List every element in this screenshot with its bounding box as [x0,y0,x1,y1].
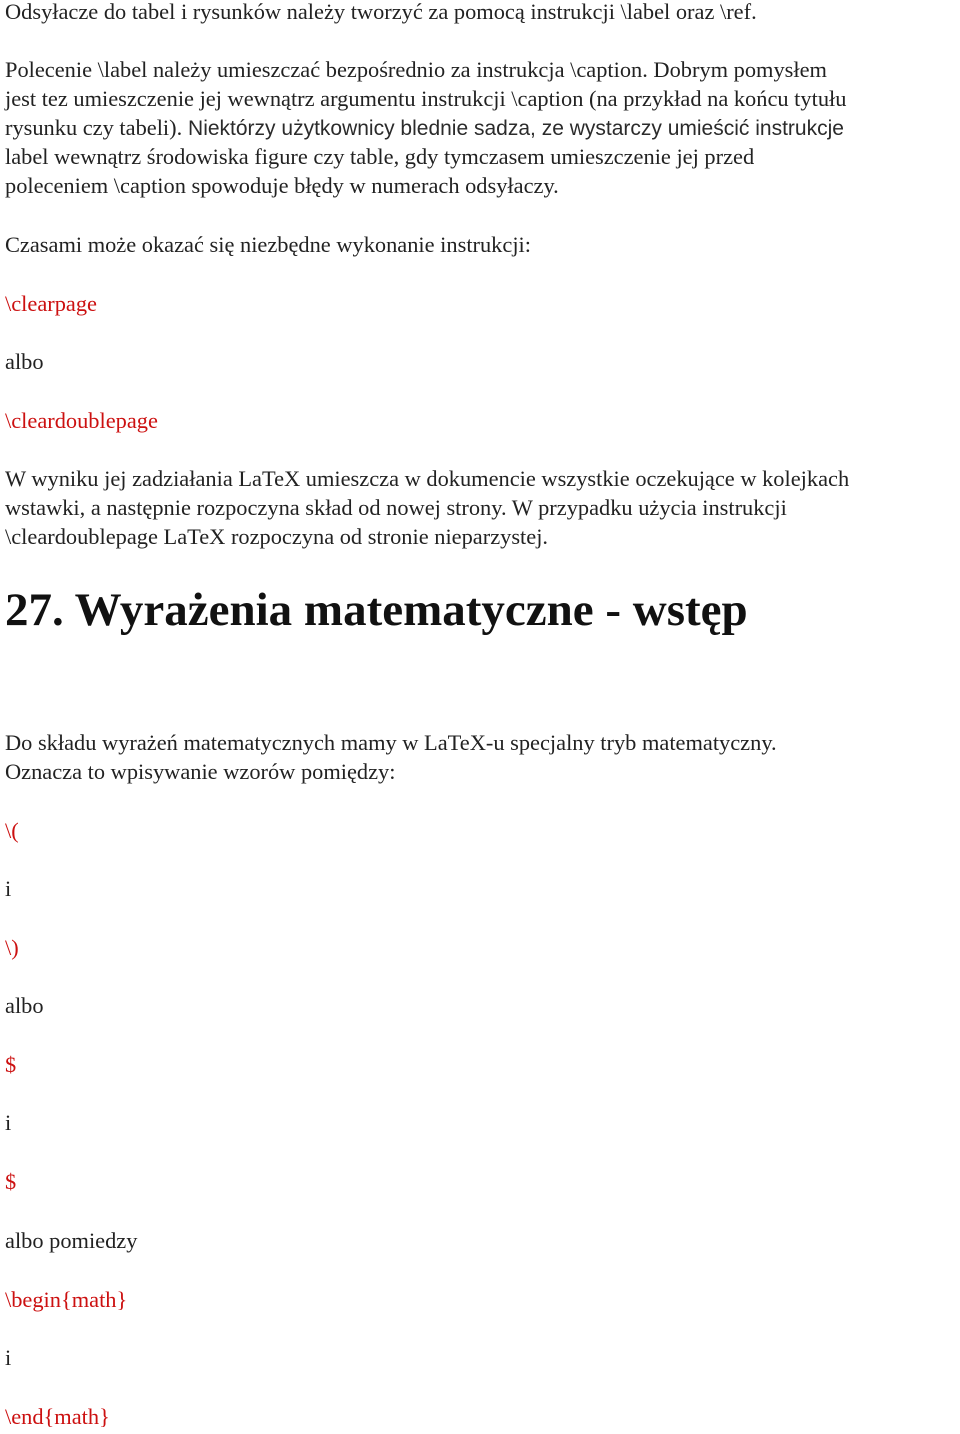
para4-line3: \cleardoublepage LaTeX rozpoczyna od stronie nieparzystej. [5,524,549,549]
cmd-dollar-2: $ [5,1169,17,1194]
section-heading: 27. Wyrażenia matematyczne - wstęp [5,584,748,636]
cmd-math-open-paren: \( [5,818,19,843]
para2-line1: Polecenie \label należy umieszczać bezpośrednio za instrukcja \caption. Dobrym pomysłem [5,57,827,82]
para3-line1: Czasami może okazać się niezbędne wykonanie instrukcji: [5,232,531,257]
cmd-math-close-paren: \) [5,935,19,960]
cmd-dollar-1: $ [5,1052,17,1077]
para2-line3-sans: Niektórzy użytkownicy blednie sadza, ze wystarczy umieścić instrukcje [182,117,844,140]
cmd-end-math: \end{math} [5,1404,110,1429]
albo-pomiedzy-text: albo pomiedzy [5,1228,138,1253]
albo-text-2: albo [5,993,44,1018]
cmd-clearpage: \clearpage [5,291,97,316]
i-text-2: i [5,1110,12,1135]
para2-line2: jest tez umieszczenie jej wewnątrz argumentu instrukcji \caption (na przykład na końcu tytułu [5,86,847,111]
para2-line5: poleceniem \caption spowoduje błędy w numerach odsyłaczy. [5,173,559,198]
cmd-begin-math: \begin{math} [5,1287,128,1312]
para2-line3-serif: rysunku czy tabeli). [5,115,183,140]
para5-line2: Oznacza to wpisywanie wzorów pomiędzy: [5,759,396,784]
para2-line3 [5,113,844,143]
para4-line2: wstawki, a następnie rozpoczyna skład od nowej strony. W przypadku użycia instrukcji [5,495,787,520]
para4-line1: W wyniku jej zadziałania LaTeX umieszcza w dokumencie wszystkie oczekujące w kolejkach [5,466,850,491]
para5-line1: Do składu wyrażeń matematycznych mamy w LaTeX-u specjalny tryb matematyczny. [5,730,777,755]
para1-line1: Odsyłacze do tabel i rysunków należy tworzyć za pomocą instrukcji \label oraz \ref. [5,0,757,24]
albo-text-1: albo [5,349,44,374]
i-text-1: i [5,876,12,901]
para2-line4: label wewnątrz środowiska figure czy table, gdy tymczasem umieszczenie jej przed [5,144,755,169]
cmd-cleardoublepage: \cleardoublepage [5,408,158,433]
i-text-3: i [5,1345,12,1370]
